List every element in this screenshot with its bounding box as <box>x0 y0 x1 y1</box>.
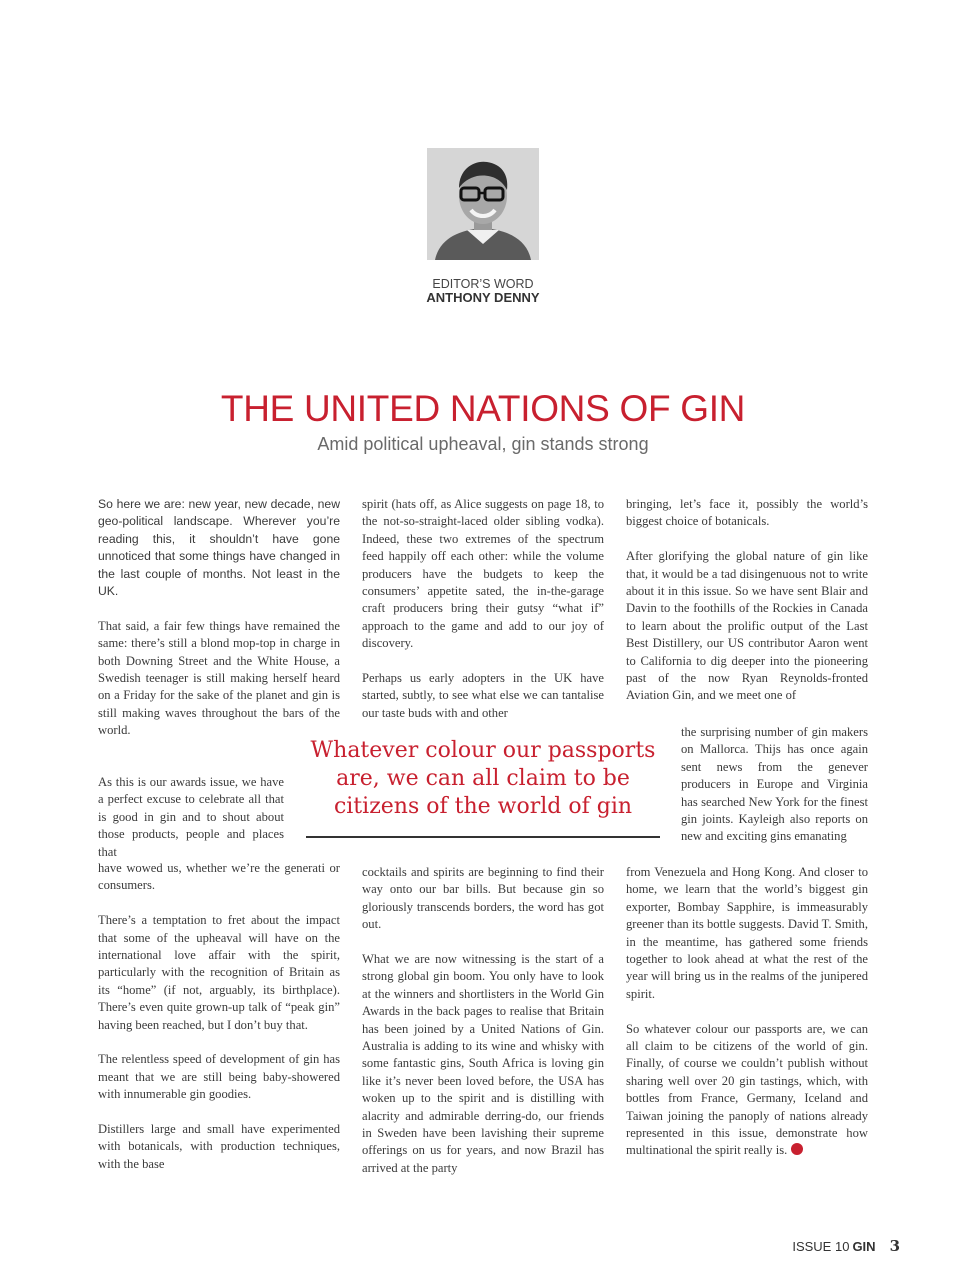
column-1-lower <box>98 860 340 1191</box>
magazine-brand: GIN <box>852 1239 876 1254</box>
column-2-lower <box>362 864 604 1195</box>
body-paragraph: spirit (hats off, as Alice suggests on page 18, to the not-so-straight-laced older sibling vodka). Indeed, these two extremes of the spectrum feed happily off each other: while the volume producers have the budgets to keep the consumers’ appetite sated, the in-the-garage craft producers bring their gutsy “what if” approach to the game and add to our joy of discovery. <box>362 497 604 651</box>
body-paragraph: from Venezuela and Hong Kong. And closer to home, we learn that the world’s biggest gin exporter, Bombay Sapphire, is immeasurably greener than its bottle suggests. David T. Smith, in the meantime, has gathered some friends together to look ahead at what the rest of the year will bring us in the realms of the junipered spirit. <box>626 865 868 1001</box>
intro-paragraph: So here we are: new year, new decade, new geo-political landscape. Wherever you’re reading this, it shouldn’t have gone unnoticed that some things have changed in the last couple of months. Not least in the UK. <box>98 497 340 599</box>
column-3-wrapped <box>681 724 868 863</box>
body-paragraph: have wowed us, whether we’re the generati or consumers. <box>98 861 340 893</box>
author-name: ANTHONY DENNY <box>426 290 540 305</box>
pullquote: Whatever colour our passports are, we can all claim to be citizens of the world of gin <box>310 738 656 819</box>
body-paragraph: bringing, let’s face it, possibly the world’s biggest choice of botanicals. <box>626 497 868 529</box>
article-subtitle: Amid political upheaval, gin stands strong <box>317 434 649 454</box>
body-paragraph: cocktails and spirits are beginning to find their way onto our bar bills. But because gin so gloriously transcends borders, the word has got out. <box>362 865 604 932</box>
column-3 <box>626 496 868 722</box>
issue-label: ISSUE 10 <box>792 1239 850 1254</box>
page-number: 3 <box>889 1237 900 1255</box>
article-title: THE UNITED NATIONS OF GIN <box>220 388 746 429</box>
pullquote-rule <box>306 836 660 838</box>
column-1 <box>98 496 340 757</box>
section-kicker: EDITOR’S WORD <box>432 277 534 291</box>
body-paragraph: There’s a temptation to fret about the impact that some of the upheaval will have on the international love affair with the spirit, particularly with the recognition of Britain as its “home” (if not, arguably, its birthplace). There’s even quite grown-up talk of “peak gin” having been reached, but I don’t buy that. <box>98 913 340 1032</box>
body-paragraph: That said, a fair few things have remained the same: there’s still a blond mop-top in charge in both Downing Street and the White House, a Swedish teenager is still making herself heard on a Friday for the sake of the planet and gin is still making waves throughout the bars of the world. <box>98 618 340 738</box>
body-paragraph: As this is our awards issue, we have a perfect excuse to celebrate all that is good in gin and to shout about those products, people and places that <box>98 775 284 859</box>
page-folio <box>792 1237 900 1255</box>
closing-text: So whatever colour our passports are, we can all claim to be citizens of the world of gin. Finally, of course we couldn’t publish without sharing well over 20 gin tastings, which, with bottles from France, Germany, Iceland and Taiwan joining the panoply of nations already represented in this issue, demonstrate how multinational the spirit really is. <box>626 1021 868 1158</box>
body-paragraph: Perhaps us early adopters in the UK have started, subtly, to see what else we can tantalise our taste buds with and other <box>362 671 604 720</box>
column-3-lower <box>626 864 868 1177</box>
author-portrait <box>427 148 539 260</box>
body-paragraph: Distillers large and small have experimented with botanicals, with production techniques, with the base <box>98 1122 340 1171</box>
end-mark-icon <box>791 1143 803 1155</box>
body-paragraph: What we are now witnessing is the start of a strong global gin boom. You only have to look at the winners and shortlisters in the World Gin Awards in the back pages to realise that Britain has been joined by a United Nations of Gin. Australia is adding to its wine and whisky with some fantastic gins, South Africa is loving gin like it’s never been loved before, the USA has woken up to the spirit and is distilling with alacrity and admirable derring-do, our friends in Sweden have been lavishing their supreme offerings on us for years, and now Brazil has arrived at the party <box>362 952 604 1175</box>
body-paragraph: After glorifying the global nature of gin like that, it would be a tad disingenuous not to write about it in this issue. So we have sent Blair and Davin to the foothills of the Rockies in Canada to learn about the prolific output of the Last Best Distillery, our US contributor Aaron went to California to dig deeper into the pioneering past of the now Ryan Reynolds-fronted Aviation Gin, and we meet one of <box>626 549 868 703</box>
body-paragraph: the surprising number of gin makers on Mallorca. Thijs has once again sent news from the genever producers in Europe and Virginia has searched New York for the finest gin joints. Kayleigh also reports on new and exciting gins emanating <box>681 725 868 844</box>
column-2 <box>362 496 604 740</box>
body-paragraph: The relentless speed of development of gin has meant that we are still being baby-showered with innumerable gin goodies. <box>98 1052 340 1102</box>
closing-paragraph <box>626 1021 868 1160</box>
author-photo-illustration <box>427 148 539 260</box>
